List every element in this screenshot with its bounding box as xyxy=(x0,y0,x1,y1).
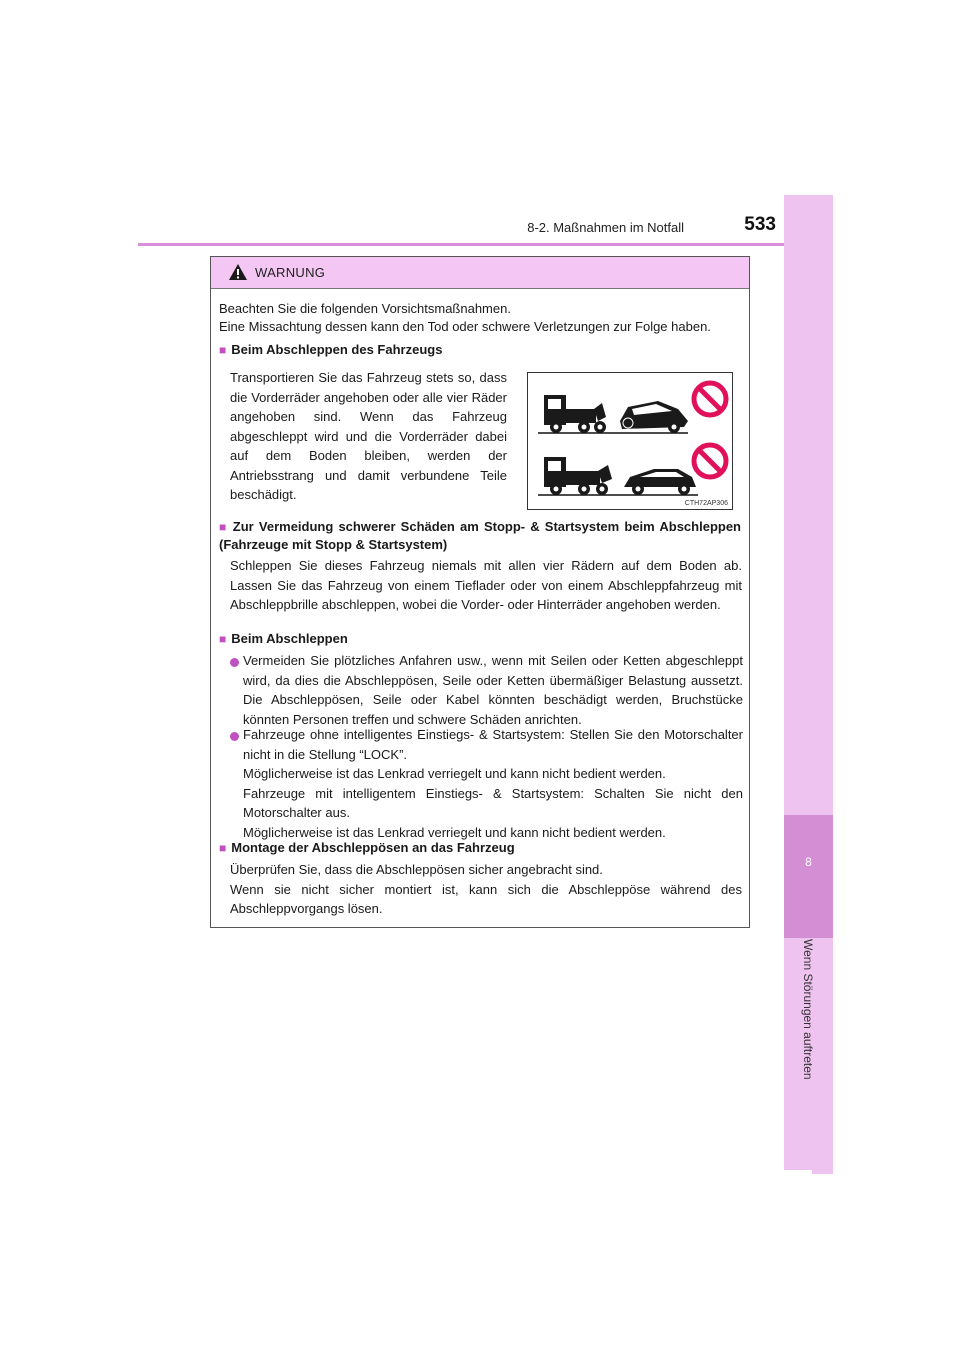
chapter-sidebar xyxy=(784,195,833,1170)
section-3-bullet-2-line-1: Fahrzeuge ohne intelligentes Einstiegs- & Startsystem: Stellen Sie den Motorschalter nicht in die Stellung “LOCK”. xyxy=(243,727,743,762)
section-heading-2 xyxy=(219,518,741,554)
warning-header xyxy=(211,257,749,289)
section-heading-4 xyxy=(219,839,515,857)
square-bullet-icon: ■ xyxy=(219,343,227,357)
chapter-title-text: Wenn Störungen auftreten xyxy=(801,939,815,1080)
section-4-line-1: Überprüfen Sie, dass die Abschleppösen sicher angebracht sind. xyxy=(230,862,603,877)
section-4-line-2: Wenn sie nicht sicher montiert ist, kann sich die Abschleppöse während des Abschleppvorgangs lösen. xyxy=(230,881,742,916)
section-3-bullet-2-line-3: Fahrzeuge mit intelligentem Einstiegs- & Startsystem: Schalten Sie nicht den Motorschalter aus. xyxy=(243,785,743,820)
section-title: 8-2. Maßnahmen im Notfall xyxy=(527,220,684,235)
section-heading-3 xyxy=(219,630,348,648)
section-3-bullet-2 xyxy=(243,725,743,842)
section-3-bullet-2-line-2: Möglicherweise ist das Lenkrad verriegelt und kann nicht bedient werden. xyxy=(243,766,666,781)
section-2-text: Schleppen Sie dieses Fahrzeug niemals mit allen vier Rädern auf dem Boden ab. Lassen Sie das Fahrzeug von einem Tieflader oder von einem Abschleppfahrzeug mit Abschleppbrille abschleppen, wobei die Vorder- oder Hinterräder angehoben werden. xyxy=(230,558,742,612)
warning-label: WARNUNG xyxy=(255,265,326,280)
section-heading-4-text: Montage der Abschleppösen an das Fahrzeug xyxy=(231,840,515,855)
section-4-text xyxy=(230,860,742,919)
page-number: 533 xyxy=(744,214,776,235)
section-3-bullet-2-line-4: Möglicherweise ist das Lenkrad verriegelt und kann nicht bedient werden. xyxy=(243,824,666,840)
warning-intro xyxy=(219,300,744,336)
towing-illustration xyxy=(527,372,733,510)
section-1-text: Transportieren Sie das Fahrzeug stets so, dass die Vorderräder angehoben oder alle vier Räder angehoben sind. Wenn das Fahrzeug abgeschleppt wird und die Vorderräder dabei auf dem Boden bleiben, werden der Antriebsstrang und damit verbundene Teile beschädigt. xyxy=(230,370,507,502)
chapter-title xyxy=(784,939,833,1239)
circle-bullet-icon xyxy=(230,732,239,741)
intro-line-1: Beachten Sie die folgenden Vorsichtsmaßnahmen. xyxy=(219,301,511,316)
section-heading-3-text: Beim Abschleppen xyxy=(231,631,348,646)
prohibition-icon xyxy=(690,379,730,419)
square-bullet-icon: ■ xyxy=(219,632,227,646)
sidebar-foot xyxy=(812,1170,833,1174)
circle-bullet-icon xyxy=(230,658,239,667)
intro-line-2: Eine Missachtung dessen kann den Tod oder schwere Verletzungen zur Folge haben. xyxy=(219,319,711,334)
section-3-bullet-1: Vermeiden Sie plötzliches Anfahren usw., wenn mit Seilen oder Ketten abgeschleppt wird, da dies die Abschleppösen, Seile oder Ketten übermäßiger Belastung aussetzt. Die Abschleppösen, Seile oder Kabel könnten beschädigt werden, Bruchstücke könnten Personen treffen und schwere Schäden anrichten. xyxy=(243,653,743,727)
figure-code: CTH72AP306 xyxy=(684,500,728,507)
section-heading-2-text: Zur Vermeidung schwerer Schäden am Stopp- & Startsystem beim Abschleppen (Fahrzeuge mit Stopp & Startsystem) xyxy=(219,519,742,552)
warning-triangle-icon xyxy=(228,263,248,281)
chapter-tab xyxy=(784,815,833,938)
square-bullet-icon: ■ xyxy=(219,841,227,855)
section-heading-1-text: Beim Abschleppen des Fahrzeugs xyxy=(231,342,443,357)
header-rule xyxy=(138,243,833,246)
chapter-number: 8 xyxy=(805,855,812,869)
square-bullet-icon: ■ xyxy=(219,520,228,534)
prohibition-icon xyxy=(690,441,730,481)
warning-box xyxy=(210,256,750,928)
section-heading-1 xyxy=(219,341,442,359)
